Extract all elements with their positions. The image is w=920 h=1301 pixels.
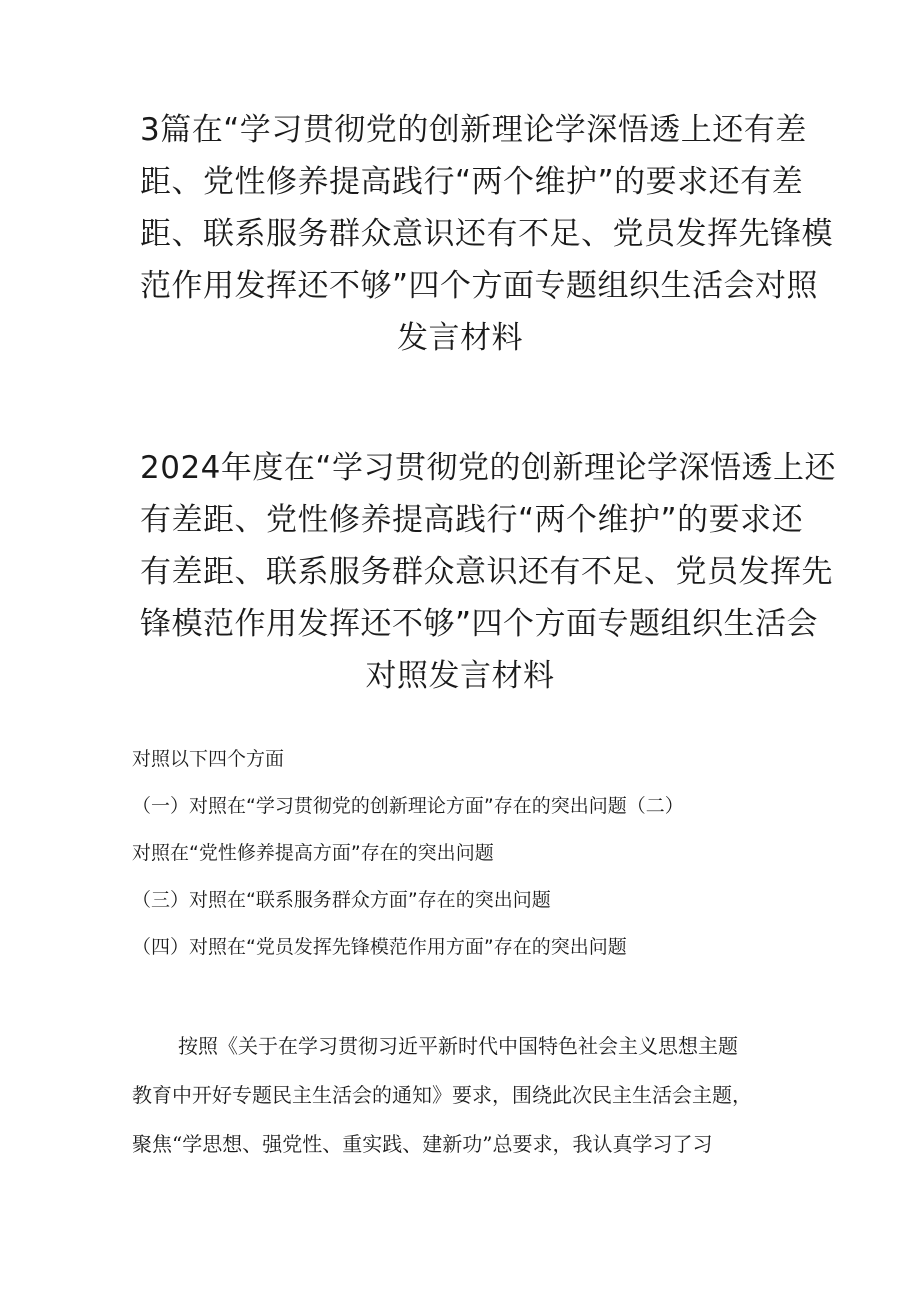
title-line: 锋模范作用发挥还不够”四个方面专题组织生活会 [140,606,819,642]
title-line: 发言材料 [397,320,523,356]
outline-heading: 对照以下四个方面 [132,748,285,770]
title-line: 3篇在“学习贯彻党的创新理论学深悟透上还有差 [140,112,807,148]
body-line: 教育中开好专题民主生活会的通知》要求，围绕此次民主生活会主题， [132,1083,752,1107]
title-line: 距、联系服务群众意识还有不足、党员发挥先锋模 [140,216,833,252]
title-line: 有差距、联系服务群众意识还有不足、党员发挥先 [140,554,833,590]
body-paragraph [132,1022,812,1169]
body-line: 按照《关于在学习贯彻习近平新时代中国特色社会主义思想主题 [178,1034,738,1058]
title-line: 范作用发挥还不够”四个方面专题组织生活会对照 [140,268,819,304]
outline-item: 对照在“党性修养提高方面”存在的突出问题 [132,842,494,864]
title-line: 对照发言材料 [365,658,555,694]
outline-list [132,736,812,971]
outline-item: （三）对照在“联系服务群众方面”存在的突出问题 [132,889,551,911]
title-line: 距、党性修养提高践行“两个维护”的要求还有差 [140,164,804,200]
title-line: 有差距、党性修养提高践行“两个维护”的要求还 [140,502,804,538]
document-title-primary [140,104,833,364]
title-line: 2024年度在“学习贯彻党的创新理论学深悟透上还 [140,450,836,486]
body-line: 聚焦“学思想、强党性、重实践、建新功”总要求，我认真学习了习 [132,1132,713,1156]
document-title-secondary [140,442,836,702]
outline-item: （四）对照在“党员发挥先锋模范作用方面”存在的突出问题 [132,936,627,958]
outline-item: （一）对照在“学习贯彻党的创新理论方面”存在的突出问题（二） [132,795,684,817]
